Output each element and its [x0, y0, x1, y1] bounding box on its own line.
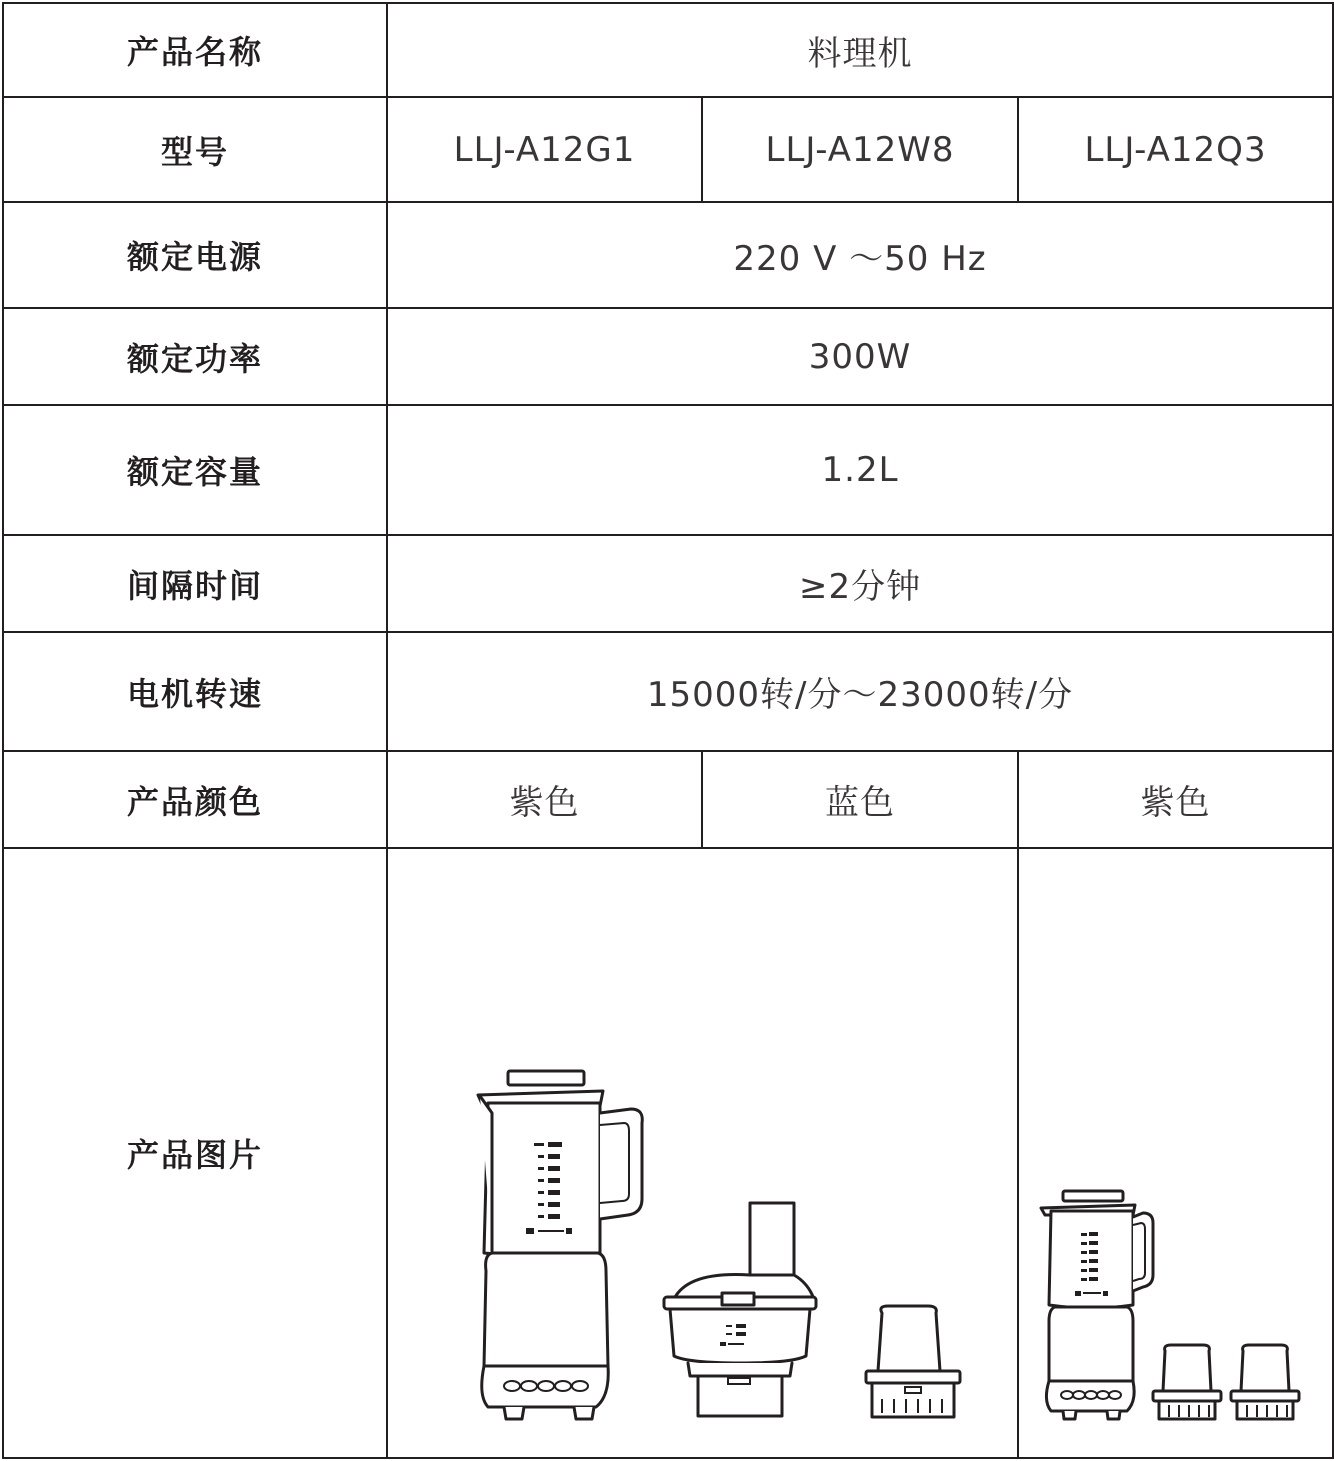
- value-capacity: 1.2L: [387, 405, 1333, 535]
- row-picture: [3, 848, 1333, 1458]
- label-picture: 产品图片: [3, 848, 387, 1458]
- blender-jar-icon: [478, 1071, 642, 1419]
- blender-jar-icon: [1041, 1191, 1153, 1419]
- label-model: 型号: [3, 97, 387, 202]
- label-interval: 间隔时间: [3, 535, 387, 632]
- value-model-1: LLJ-A12G1: [387, 97, 702, 202]
- spec-table: [2, 2, 1334, 1459]
- label-power-supply: 额定电源: [3, 202, 387, 308]
- label-color: 产品颜色: [3, 751, 387, 848]
- value-color-2: 蓝色: [702, 751, 1018, 848]
- row-product-name: [3, 3, 1333, 97]
- value-model-2: LLJ-A12W8: [702, 97, 1018, 202]
- row-power: [3, 308, 1333, 405]
- value-speed: 15000转/分～23000转/分: [387, 632, 1333, 751]
- row-power-supply: [3, 202, 1333, 308]
- label-product-name: 产品名称: [3, 3, 387, 97]
- label-power: 额定功率: [3, 308, 387, 405]
- label-capacity: 额定容量: [3, 405, 387, 535]
- value-product-name: 料理机: [387, 3, 1333, 97]
- value-color-3: 紫色: [1018, 751, 1333, 848]
- value-power: 300W: [387, 308, 1333, 405]
- row-color: [3, 751, 1333, 848]
- row-interval: [3, 535, 1333, 632]
- picture-cell-set-1: [387, 848, 1018, 1458]
- grinder-cup-icon: [1231, 1345, 1299, 1419]
- food-processor-icon: [664, 1203, 816, 1416]
- value-power-supply: 220 V ～50 Hz: [387, 202, 1333, 308]
- label-speed: 电机转速: [3, 632, 387, 751]
- grinder-cup-icon: [866, 1306, 960, 1417]
- value-color-1: 紫色: [387, 751, 702, 848]
- product-set-2-illustration: [1019, 851, 1334, 1457]
- value-model-3: LLJ-A12Q3: [1018, 97, 1333, 202]
- grinder-cup-icon: [1153, 1345, 1221, 1419]
- row-speed: [3, 632, 1333, 751]
- picture-cell-set-2: [1018, 848, 1333, 1458]
- row-model: [3, 97, 1333, 202]
- product-set-1-illustration: [388, 851, 1019, 1457]
- row-capacity: [3, 405, 1333, 535]
- value-interval: ≥2分钟: [387, 535, 1333, 632]
